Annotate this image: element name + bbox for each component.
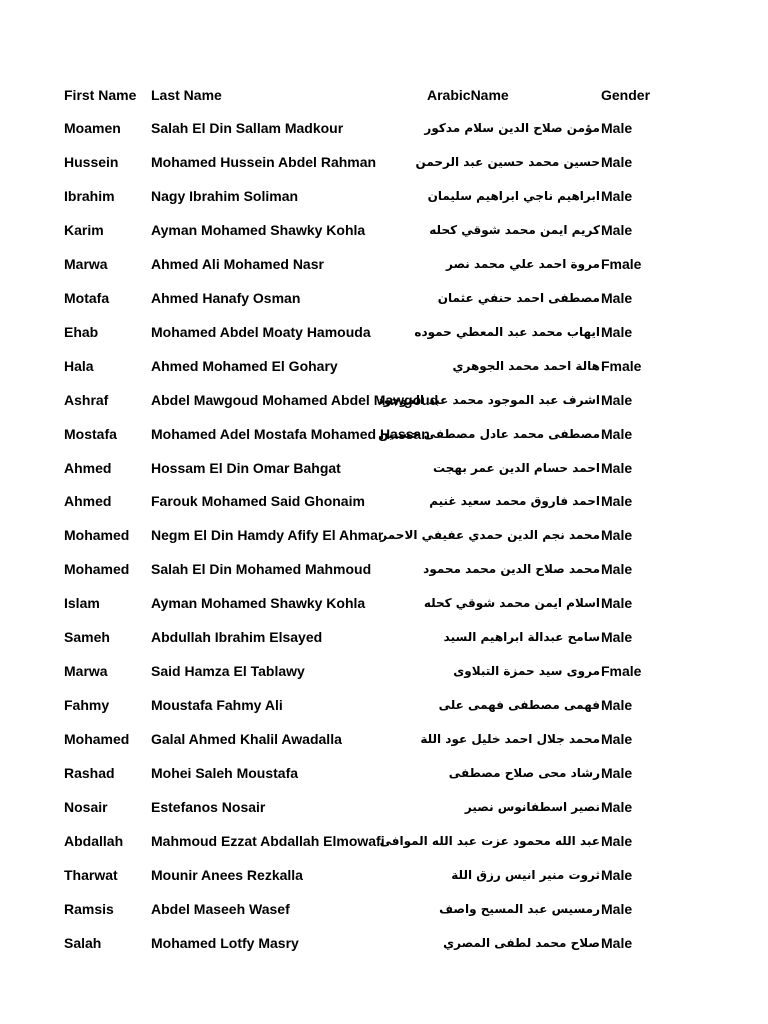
gender-cell: Male <box>601 629 633 645</box>
last-name-cell: Nagy Ibrahim Soliman <box>151 188 299 204</box>
gender-cell: Male <box>601 392 633 408</box>
table-row <box>0 688 768 722</box>
first-name-cell: Salah <box>64 935 102 951</box>
last-name-cell: Mohei Saleh Moustafa <box>151 765 299 781</box>
last-name-cell: Ahmed Hanafy Osman <box>151 290 301 306</box>
last-name-cell: Galal Ahmed Khalil Awadalla <box>151 731 342 747</box>
table-row <box>0 620 768 654</box>
arabic-name-cell: كريم ايمن محمد شوقي كحله <box>429 223 600 237</box>
arabic-name-cell: صلاح محمد لطفى المصري <box>443 936 600 950</box>
first-name-cell: Mohamed <box>64 527 130 543</box>
table-row <box>0 315 768 349</box>
first-name-cell: Fahmy <box>64 697 110 713</box>
first-name-cell: Ahmed <box>64 493 112 509</box>
first-name-cell: Ehab <box>64 324 99 340</box>
gender-cell: Male <box>601 867 633 883</box>
last-name-cell: Abdel Maseeh Wasef <box>151 901 290 917</box>
table-row <box>0 926 768 960</box>
gender-cell: Male <box>601 833 633 849</box>
first-name-cell: Ahmed <box>64 460 112 476</box>
last-name-cell: Abdel Mawgoud Mohamed Abdel Mawgoud <box>151 392 439 408</box>
gender-cell: Male <box>601 188 633 204</box>
gender-cell: Male <box>601 324 633 340</box>
first-name-cell: Mohamed <box>64 561 130 577</box>
gender-cell: Male <box>601 527 633 543</box>
last-name-cell: Ahmed Ali Mohamed Nasr <box>151 256 324 272</box>
arabic-name-cell: ثروت منير انيس رزق اللة <box>451 868 600 882</box>
first-name-cell: Ramsis <box>64 901 114 917</box>
column-header-gender: Gender <box>601 87 651 103</box>
arabic-name-cell: نصير اسطفانوس نصير <box>464 800 600 814</box>
gender-cell: Male <box>601 799 633 815</box>
table-row <box>0 552 768 586</box>
table-row <box>0 654 768 688</box>
table-row <box>0 892 768 926</box>
table-row <box>0 451 768 485</box>
first-name-cell: Ashraf <box>64 392 109 408</box>
first-name-cell: Hala <box>64 358 94 374</box>
gender-cell: Male <box>601 460 633 476</box>
first-name-cell: Marwa <box>64 256 108 272</box>
table-row <box>0 518 768 552</box>
first-name-cell: Karim <box>64 222 104 238</box>
arabic-name-cell: اسلام ايمن محمد شوقي كحله <box>423 596 600 610</box>
last-name-cell: Mahmoud Ezzat Abdallah Elmowafi <box>151 833 385 849</box>
table-row <box>0 145 768 179</box>
arabic-name-cell: احمد فاروق محمد سعيد غنيم <box>429 494 600 508</box>
first-name-cell: Tharwat <box>64 867 118 883</box>
first-name-cell: Abdallah <box>64 833 124 849</box>
first-name-cell: Sameh <box>64 629 110 645</box>
first-name-cell: Mostafa <box>64 426 117 442</box>
arabic-name-cell: مروى سيد حمزة التبلاوى <box>453 664 600 678</box>
table-row <box>0 824 768 858</box>
gender-cell: Fmale <box>601 358 642 374</box>
gender-cell: Male <box>601 154 633 170</box>
arabic-name-cell: عبد الله محمود عزت عبد الله الموافى <box>379 834 600 848</box>
first-name-cell: Islam <box>64 595 100 611</box>
gender-cell: Male <box>601 493 633 509</box>
gender-cell: Male <box>601 935 633 951</box>
first-name-cell: Hussein <box>64 154 119 170</box>
last-name-cell: Mounir Anees Rezkalla <box>151 867 303 883</box>
gender-cell: Fmale <box>601 663 642 679</box>
last-name-cell: Ahmed Mohamed El Gohary <box>151 358 338 374</box>
arabic-name-cell: مؤمن صلاح الدين سلام مدكور <box>424 121 600 135</box>
arabic-name-cell: ابراهيم ناجي ابراهيم سليمان <box>427 189 600 203</box>
arabic-name-cell: محمد صلاح الدين محمد محمود <box>423 562 600 576</box>
last-name-cell: Salah El Din Mohamed Mahmoud <box>151 561 372 577</box>
last-name-cell: Mohamed Hussein Abdel Rahman <box>151 154 377 170</box>
last-name-cell: Estefanos Nosair <box>151 799 266 815</box>
first-name-cell: Moamen <box>64 120 121 136</box>
last-name-cell: Abdullah Ibrahim Elsayed <box>151 629 323 645</box>
gender-cell: Male <box>601 290 633 306</box>
gender-cell: Fmale <box>601 256 642 272</box>
table-row <box>0 484 768 518</box>
table-row <box>0 417 768 451</box>
gender-cell: Male <box>601 561 633 577</box>
table-row <box>0 213 768 247</box>
arabic-name-cell: ايهاب محمد عبد المعطي حموده <box>414 325 600 339</box>
first-name-cell: Marwa <box>64 663 108 679</box>
last-name-cell: Said Hamza El Tablawy <box>151 663 305 679</box>
last-name-cell: Moustafa Fahmy Ali <box>151 697 283 713</box>
last-name-cell: Mohamed Lotfy Masry <box>151 935 299 951</box>
gender-cell: Male <box>601 595 633 611</box>
arabic-name-cell: مصطفى احمد حنفي عثمان <box>437 291 600 305</box>
column-header-last-name: Last Name <box>151 87 222 103</box>
arabic-name-cell: رشاد محى صلاح مصطفى <box>448 766 600 780</box>
gender-cell: Male <box>601 222 633 238</box>
gender-cell: Male <box>601 426 633 442</box>
arabic-name-cell: سامح عبدالة ابراهيم السيد <box>443 630 600 644</box>
last-name-cell: Ayman Mohamed Shawky Kohla <box>151 222 366 238</box>
first-name-cell: Mohamed <box>64 731 130 747</box>
table-row <box>0 722 768 756</box>
last-name-cell: Salah El Din Sallam Madkour <box>151 120 344 136</box>
last-name-cell: Ayman Mohamed Shawky Kohla <box>151 595 366 611</box>
table-row <box>0 111 768 145</box>
first-name-cell: Ibrahim <box>64 188 115 204</box>
last-name-cell: Mohamed Abdel Moaty Hamouda <box>151 324 371 340</box>
last-name-cell: Farouk Mohamed Said Ghonaim <box>151 493 365 509</box>
last-name-cell: Mohamed Adel Mostafa Mohamed Hassan <box>151 426 430 442</box>
column-header-first-name: First Name <box>64 87 137 103</box>
last-name-cell: Hossam El Din Omar Bahgat <box>151 460 341 476</box>
table-row <box>0 179 768 213</box>
gender-cell: Male <box>601 120 633 136</box>
arabic-name-cell: هالة احمد محمد الجوهري <box>452 359 600 373</box>
arabic-name-cell: مروة احمد علي محمد نصر <box>446 257 600 271</box>
last-name-cell: Negm El Din Hamdy Afify El Ahmar <box>151 527 384 543</box>
arabic-name-cell: احمد حسام الدين عمر بهجت <box>433 461 600 475</box>
arabic-name-cell: فهمى مصطفى فهمى على <box>438 698 600 712</box>
table-row <box>0 349 768 383</box>
arabic-name-cell: رمسيس عبد المسيح واصف <box>439 902 600 916</box>
table-row <box>0 586 768 620</box>
table-header-row <box>0 78 768 112</box>
column-header-arabic-name: ArabicName <box>427 87 509 103</box>
arabic-name-cell: حسين محمد حسين عبد الرحمن <box>415 155 600 169</box>
table-row <box>0 790 768 824</box>
gender-cell: Male <box>601 731 633 747</box>
arabic-name-cell: اشرف عبد الموجود محمد عبد الموجود <box>377 393 600 407</box>
table-row <box>0 247 768 281</box>
table-row <box>0 858 768 892</box>
first-name-cell: Rashad <box>64 765 115 781</box>
arabic-name-cell: محمد نجم الدين حمدي عفيفي الاحمر <box>380 528 600 542</box>
table-row <box>0 281 768 315</box>
gender-cell: Male <box>601 697 633 713</box>
gender-cell: Male <box>601 765 633 781</box>
gender-cell: Male <box>601 901 633 917</box>
first-name-cell: Motafa <box>64 290 110 306</box>
first-name-cell: Nosair <box>64 799 108 815</box>
arabic-name-cell: محمد جلال احمد خليل عود اللة <box>420 732 600 746</box>
table-row <box>0 756 768 790</box>
table-row <box>0 383 768 417</box>
arabic-name-cell: مصطفى محمد عادل مصطفى حسنين <box>378 427 600 441</box>
